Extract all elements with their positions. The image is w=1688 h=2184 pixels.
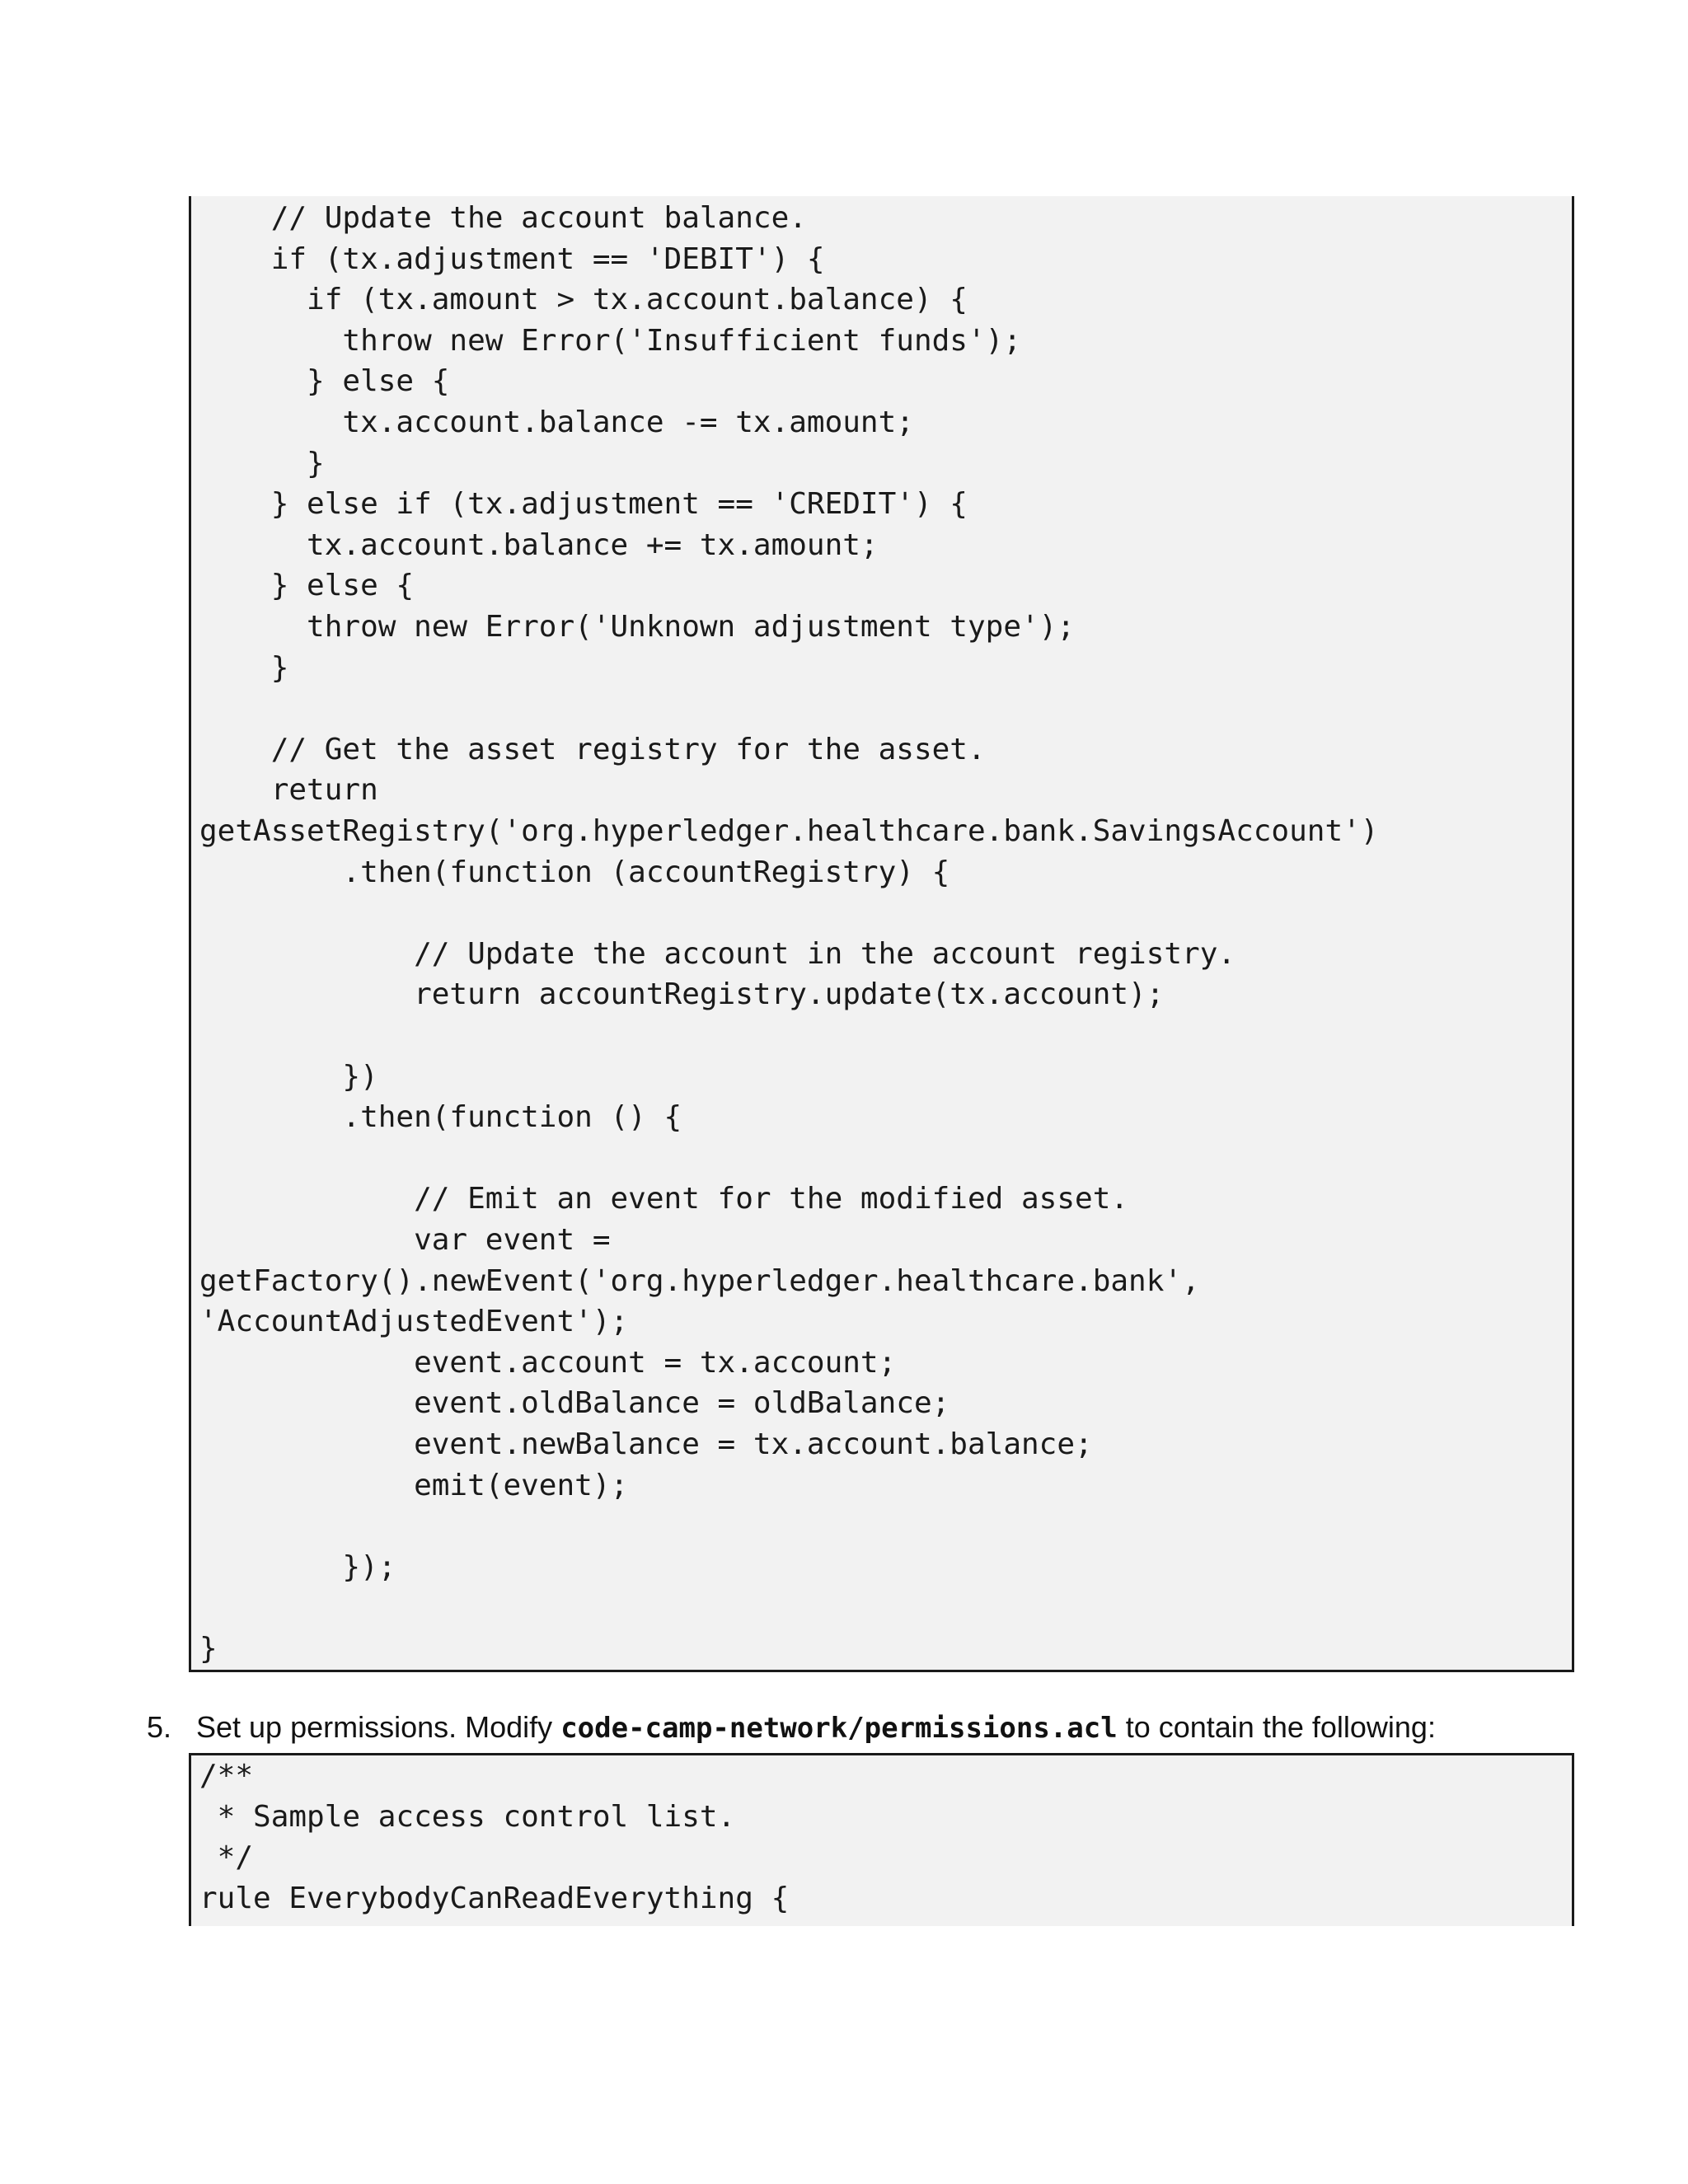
code-line: tx.account.balance -= tx.amount; (199, 405, 914, 439)
code-line: } else if (tx.adjustment == 'CREDIT') { (199, 487, 968, 522)
code-line: tx.account.balance += tx.amount; (199, 527, 879, 562)
code-line: // Get the asset registry for the asset. (199, 732, 986, 766)
code-line: getFactory().newEvent('org.hyperledger.healthcare.bank', (199, 1263, 1200, 1298)
code-line: event.account = tx.account; (199, 1345, 897, 1380)
step-text: to contain the following: (1117, 1710, 1436, 1744)
code-line: if (tx.amount > tx.account.balance) { (199, 283, 968, 317)
file-path: code-camp-network/permissions.acl (560, 1712, 1118, 1745)
code-line: event.newBalance = tx.account.balance; (199, 1427, 1093, 1461)
step-text: Set up permissions. Modify (196, 1710, 561, 1744)
code-block-permissions (189, 1753, 1574, 1926)
code-line: // Update the account in the account registry. (199, 936, 1236, 971)
step-5-instruction (147, 1707, 1597, 1748)
code-line: emit(event); (199, 1468, 629, 1502)
code-line: throw new Error('Insufficient funds'); (199, 323, 1021, 358)
step-number: 5. (147, 1710, 172, 1744)
code-line: event.oldBalance = oldBalance; (199, 1386, 950, 1421)
code-line: .then(function (accountRegistry) { (199, 855, 950, 889)
code-line: 'AccountAdjustedEvent'); (199, 1305, 629, 1339)
code-line: } else { (199, 364, 450, 399)
code-line: // Emit an event for the modified asset. (199, 1182, 1129, 1216)
code-line: getAssetRegistry('org.hyperledger.healthcare.bank.SavingsAccount') (199, 814, 1379, 848)
code-line: } (199, 446, 325, 480)
code-line: }) (199, 1059, 378, 1094)
code-line: }); (199, 1549, 396, 1584)
code-line: } else { (199, 569, 415, 603)
code-block-logic (189, 196, 1574, 1672)
code-line: * Sample access control list. (199, 1799, 736, 1834)
code-line: */ (199, 1840, 254, 1875)
code-line: return accountRegistry.update(tx.account); (199, 977, 1165, 1012)
code-line: // Update the account balance. (199, 201, 807, 235)
code-line: .then(function () { (199, 1100, 682, 1135)
code-line: /** (199, 1759, 254, 1793)
code-line: if (tx.adjustment == 'DEBIT') { (199, 241, 825, 276)
code-line: rule EverybodyCanReadEverything { (199, 1881, 790, 1915)
code-line: var event = (199, 1223, 611, 1257)
code-line: } (199, 650, 289, 685)
code-line: throw new Error('Unknown adjustment type'); (199, 610, 1076, 644)
code-line: } (199, 1632, 218, 1666)
code-line: return (199, 773, 378, 808)
